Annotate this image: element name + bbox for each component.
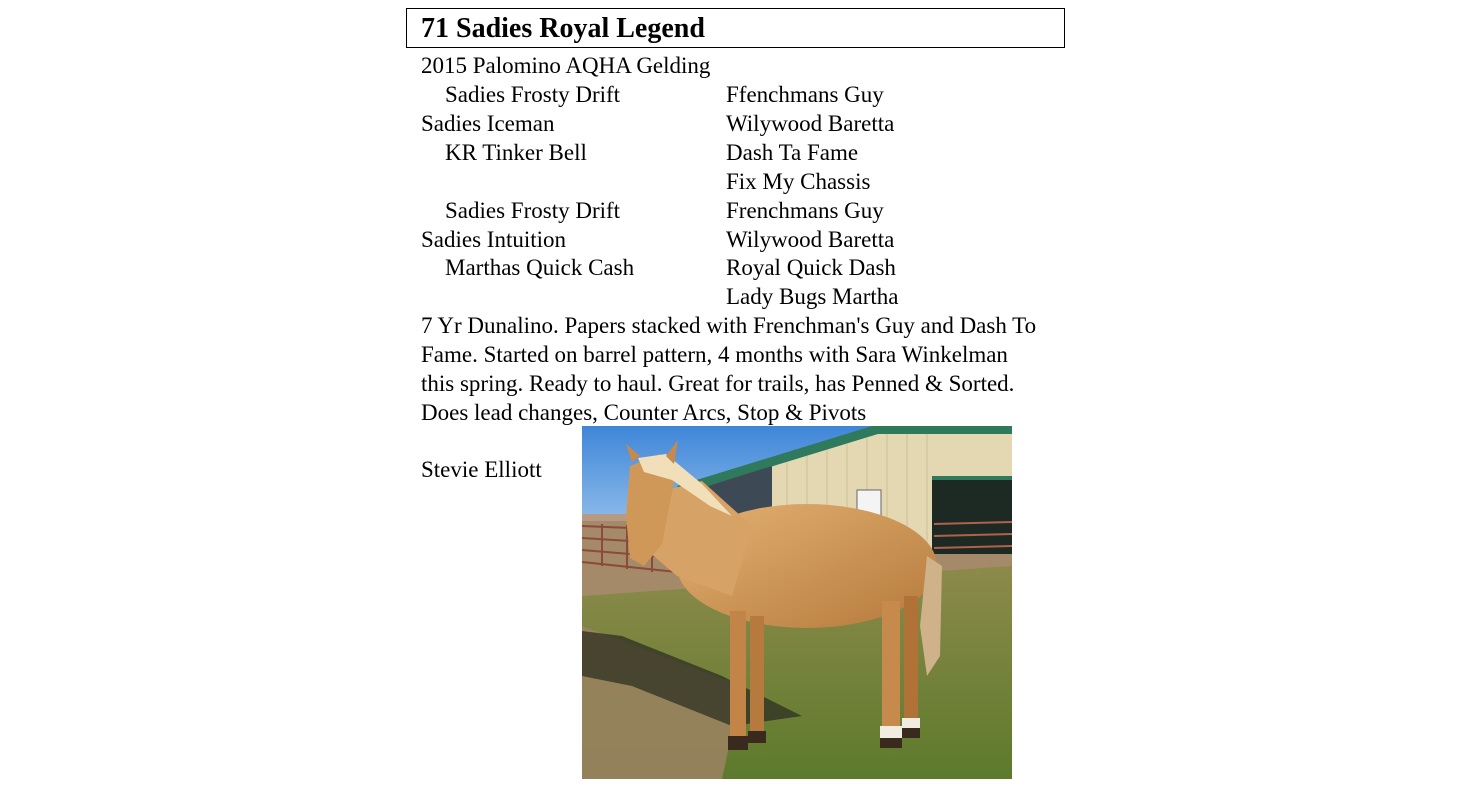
pedigree-ancestor: Frenchmans Guy bbox=[726, 198, 884, 223]
pedigree-ancestor: Royal Quick Dash bbox=[726, 255, 896, 280]
pedigree-sire-dam: KR Tinker Bell bbox=[445, 140, 587, 165]
lot-title-box bbox=[406, 8, 1065, 48]
pedigree-ancestor: Ffenchmans Guy bbox=[726, 82, 884, 107]
pedigree-ancestor: Dash Ta Fame bbox=[726, 140, 859, 165]
lot-title: 71 Sadies Royal Legend bbox=[421, 13, 705, 44]
pedigree-ancestor: Lady Bugs Martha bbox=[726, 284, 899, 309]
lot-subtitle: 2015 Palomino AQHA Gelding bbox=[421, 53, 711, 78]
horse-description: 7 Yr Dunalino. Papers stacked with Frenchman's Guy and Dash To Fame. Started on barrel pattern, 4 months with Sara Winkelman this spring. Ready to haul. Great for trails, has Penned & Sorted. Does lead changes, Counter Arcs, Stop & Pivots bbox=[421, 313, 1037, 425]
pedigree-dam: Sadies Intuition bbox=[421, 227, 567, 252]
pedigree-ancestor: Wilywood Baretta bbox=[726, 227, 895, 252]
pedigree-ancestor: Fix My Chassis bbox=[726, 169, 871, 194]
pedigree-sire-sire: Sadies Frosty Drift bbox=[445, 82, 621, 107]
consignor-name: Stevie Elliott bbox=[421, 457, 542, 482]
horse-photo bbox=[582, 426, 1012, 779]
pedigree-dam-sire: Sadies Frosty Drift bbox=[445, 198, 621, 223]
pedigree-dam-dam: Marthas Quick Cash bbox=[445, 255, 635, 280]
pedigree-sire: Sadies Iceman bbox=[421, 111, 555, 136]
pedigree-ancestor: Wilywood Baretta bbox=[726, 111, 895, 136]
